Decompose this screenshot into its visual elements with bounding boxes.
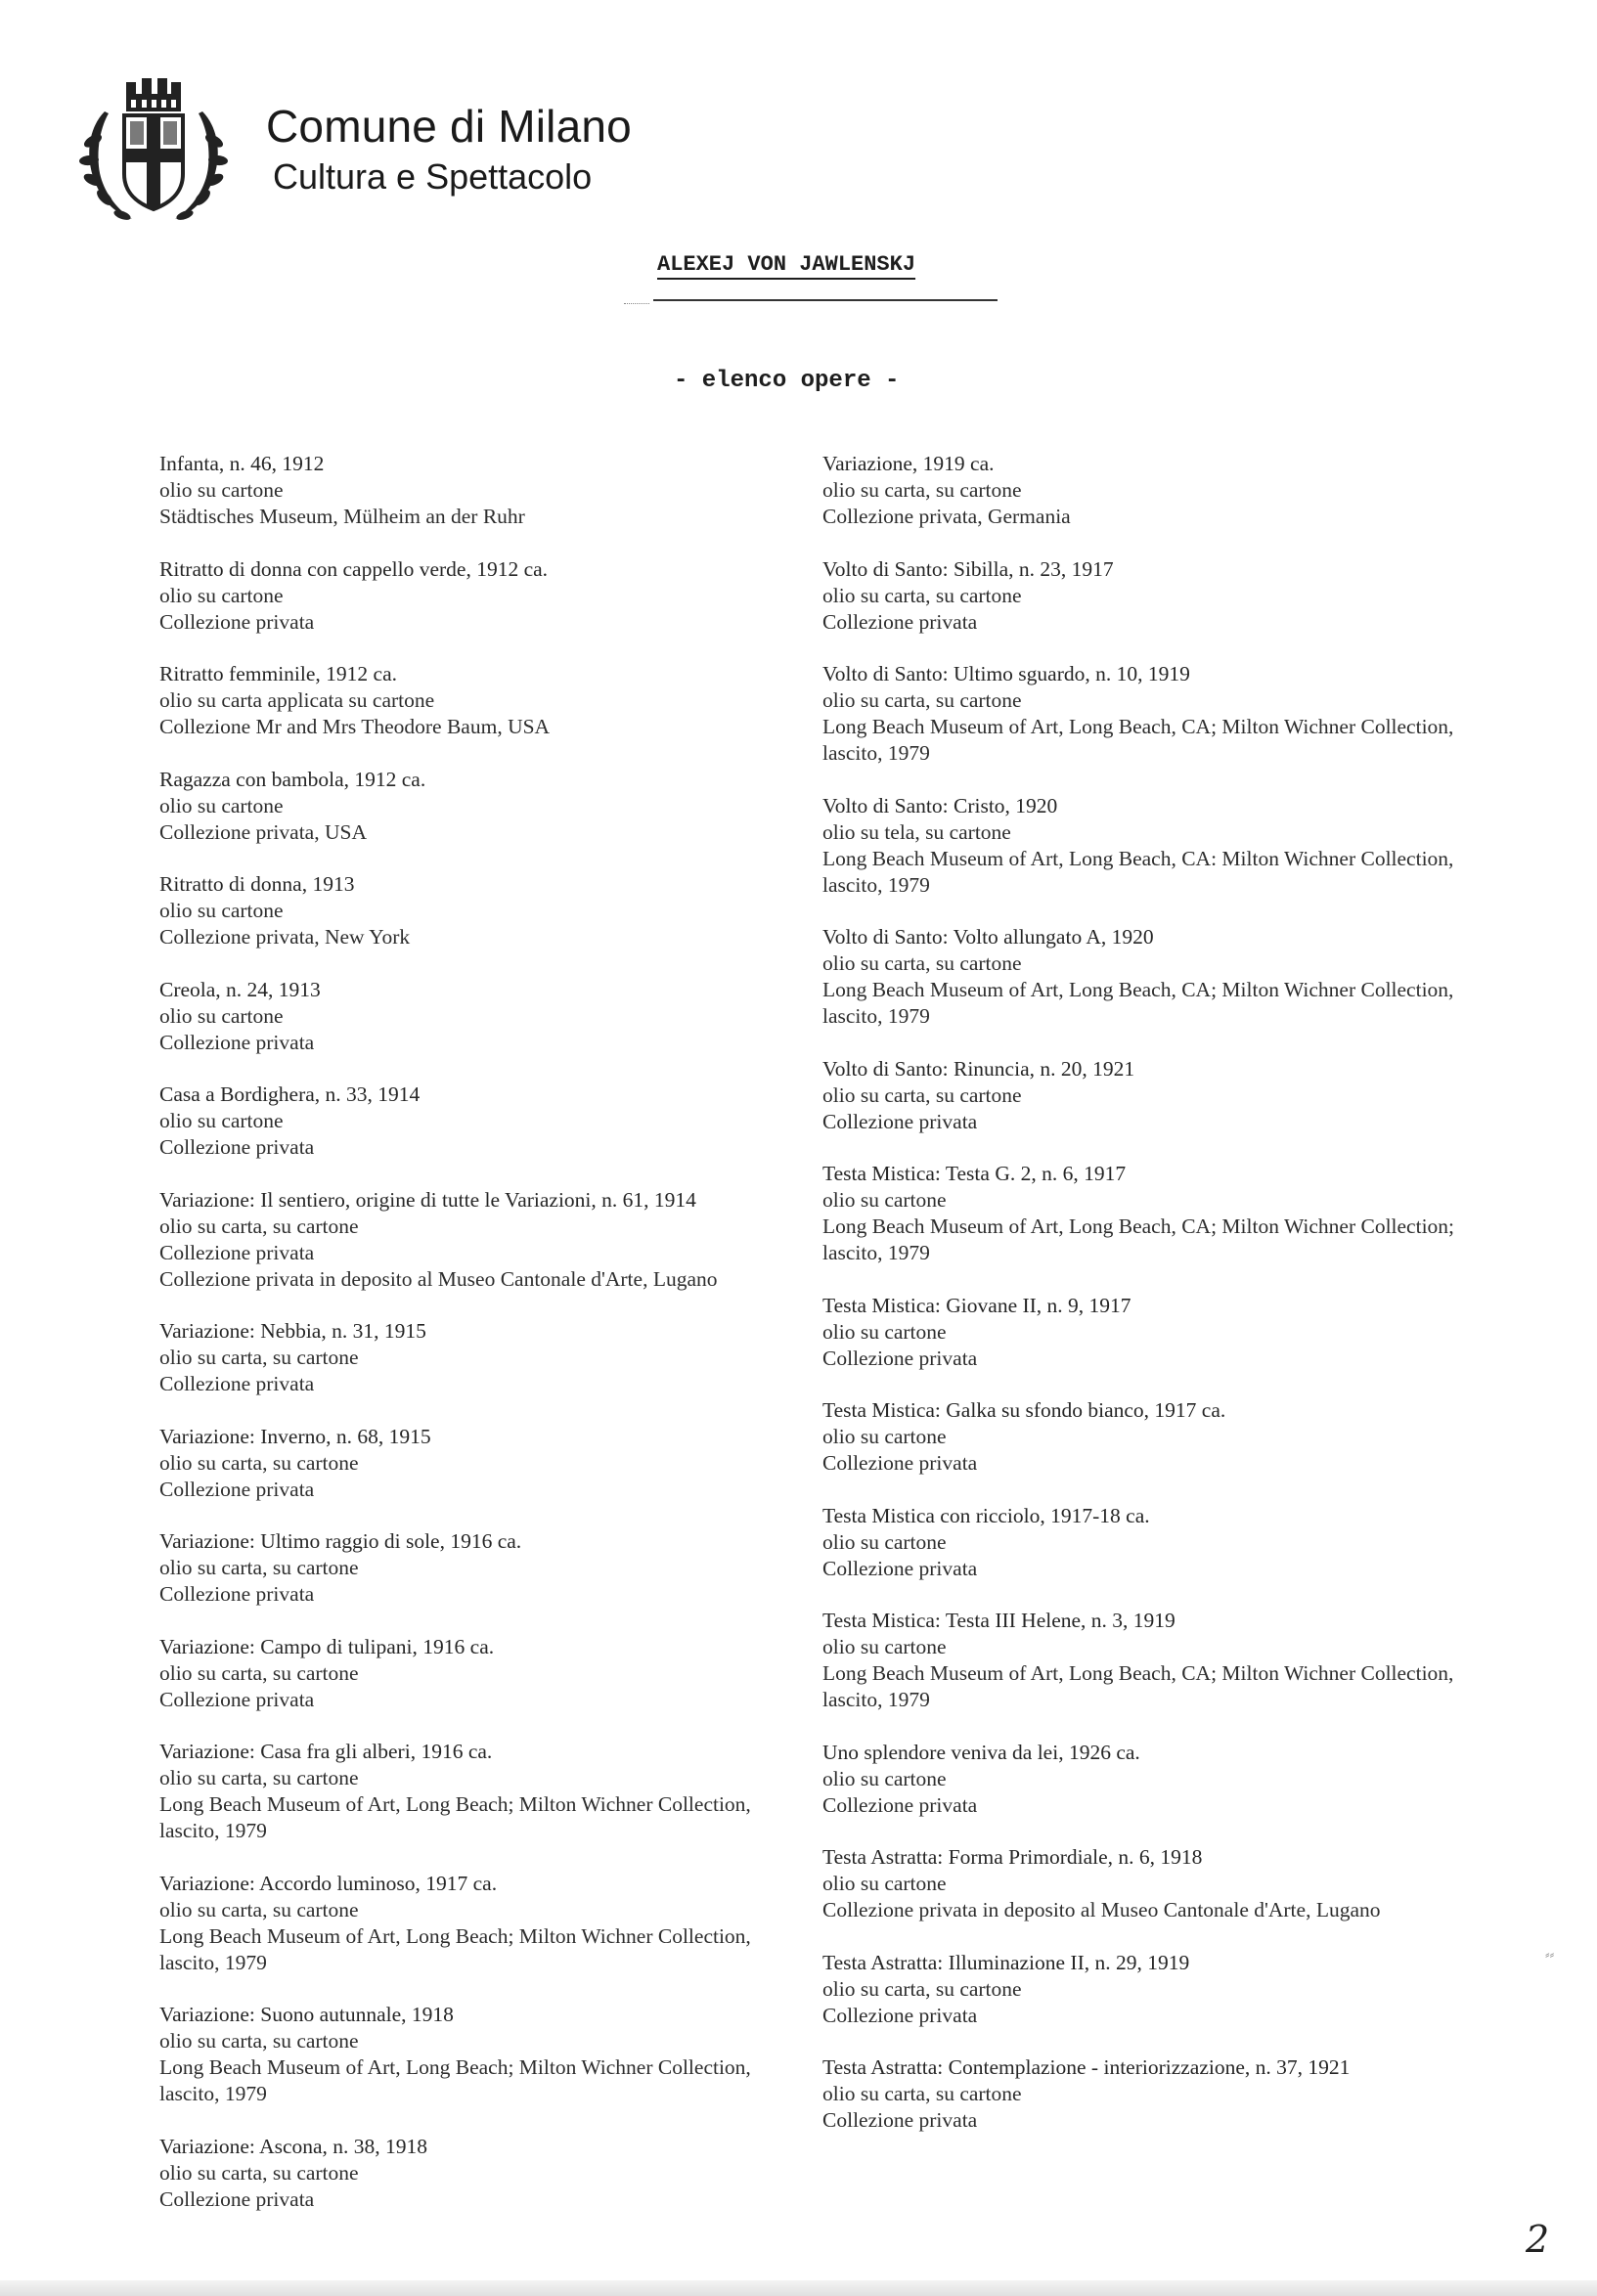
artwork-collection: Collezione privata [822,2108,978,2132]
artwork-entry [822,924,1517,1030]
artwork-entry [159,1528,785,1608]
artwork-title: Variazione: Nebbia, n. 31, 1915 [159,1319,426,1343]
artwork-title: Variazione: Il sentiero, origine di tutte le Variazioni, n. 61, 1914 [159,1187,696,1212]
artwork-entry [159,871,785,950]
artwork-medium: olio su carta, su cartone [822,1082,1022,1107]
artwork-medium: olio su cartone [822,1766,947,1790]
artwork-collection: Collezione privata in deposito al Museo Cantonale d'Arte, Lugano [159,1266,718,1291]
artwork-medium: olio su cartone [822,1188,947,1212]
artwork-entry [159,1187,785,1293]
artwork-medium: olio su cartone [159,1003,284,1028]
artwork-medium: olio su carta, su cartone [159,1556,359,1579]
artwork-title: Variazione: Inverno, n. 68, 1915 [159,1424,431,1448]
artwork-collection: Collezione privata [159,1240,315,1264]
artwork-collection: Collezione privata [159,1030,315,1054]
artwork-collection: Collezione privata [822,1451,978,1475]
artwork-title: Variazione: Ascona, n. 38, 1918 [159,2134,428,2158]
artwork-medium: olio su carta, su cartone [159,1766,359,1789]
artwork-medium: olio su cartone [159,1109,284,1132]
artwork-entry [822,1608,1517,1713]
artwork-title: Ragazza con bambola, 1912 ca. [159,767,426,791]
artwork-entry [822,451,1517,530]
artwork-medium: olio su carta, su cartone [822,478,1022,502]
title-divider [653,299,998,301]
works-list-left-column [159,451,785,2238]
artwork-entry [822,1056,1517,1135]
artwork-collection: Collezione privata, USA [159,819,367,844]
artwork-entry [822,1503,1517,1582]
artwork-medium: olio su cartone [159,478,284,502]
artwork-collection: Collezione privata [159,2186,315,2211]
artwork-title: Testa Astratta: Forma Primordiale, n. 6, 1918 [822,1845,1203,1869]
artwork-collection: Collezione privata [159,1477,315,1501]
scan-bottom-edge [0,2280,1597,2296]
artwork-entry [822,1844,1517,1923]
artwork-entry [822,1740,1517,1819]
milan-coat-of-arms-icon [74,72,233,229]
artwork-title: Volto di Santo: Rinuncia, n. 20, 1921 [822,1056,1135,1081]
artwork-entry [159,977,785,1056]
artwork-medium: olio su cartone [159,793,284,817]
artwork-medium: olio su carta, su cartone [159,1660,359,1685]
artwork-title: Volto di Santo: Sibilla, n. 23, 1917 [822,556,1114,581]
artwork-medium: olio su carta, su cartone [822,1976,1022,2001]
artwork-entry [822,661,1517,767]
artwork-entry [159,1871,785,1976]
artwork-medium: olio su cartone [822,1529,947,1554]
artwork-medium: olio su carta, su cartone [159,1897,359,1921]
artwork-title: Testa Astratta: Contemplazione - interiorizzazione, n. 37, 1921 [822,2055,1351,2079]
artwork-title: Volto di Santo: Volto allungato A, 1920 [822,925,1154,949]
artwork-medium: olio su cartone [822,1425,947,1448]
artwork-entry [159,1318,785,1397]
artwork-medium: olio su tela, su cartone [822,819,1011,844]
artwork-collection: Long Beach Museum of Art, Long Beach, CA: Milton Wichner Collection, lascito, 1979 [822,846,1454,897]
artwork-medium: olio su carta, su cartone [159,2029,359,2053]
document-title: ALEXEJ VON JAWLENSKJ [657,252,916,277]
artwork-medium: olio su cartone [822,1635,947,1658]
artwork-collection: Long Beach Museum of Art, Long Beach; Milton Wichner Collection, lascito, 1979 [159,2055,751,2105]
artwork-entry [822,1950,1517,2029]
org-department: Cultura e Spettacolo [273,156,593,197]
artwork-collection: Städtisches Museum, Mülheim an der Ruhr [159,505,525,528]
artwork-collection: Long Beach Museum of Art, Long Beach, CA; Milton Wichner Collection, lascito, 1979 [822,978,1454,1028]
artwork-title: Variazione: Casa fra gli alberi, 1916 ca. [159,1740,493,1763]
margin-mark: ⸗⸗ [1545,1948,1555,1963]
artwork-title: Uno splendore veniva da lei, 1926 ca. [822,1740,1140,1764]
artwork-entry [159,1634,785,1713]
artwork-title: Creola, n. 24, 1913 [159,977,321,1001]
artwork-title: Variazione: Ultimo raggio di sole, 1916 ca. [159,1529,522,1553]
artwork-title: Testa Mistica: Galka su sfondo bianco, 1917 ca. [822,1398,1226,1422]
artwork-entry [822,2054,1517,2134]
artwork-medium: olio su carta, su cartone [159,1346,359,1369]
artwork-collection: Collezione privata [159,609,315,634]
artwork-collection: Collezione privata in deposito al Museo Cantonale d'Arte, Lugano [822,1898,1381,1921]
artwork-collection: Long Beach Museum of Art, Long Beach; Milton Wichner Collection, lascito, 1979 [159,1792,751,1842]
artwork-title: Ritratto femminile, 1912 ca. [159,662,398,685]
document-subtitle: - elenco opere - [674,368,900,394]
artwork-collection: Collezione privata [822,1109,978,1133]
artwork-medium: olio su carta, su cartone [822,688,1022,712]
artwork-collection: Collezione privata [159,1582,315,1606]
artwork-collection: Long Beach Museum of Art, Long Beach; Milton Wichner Collection, lascito, 1979 [159,1923,751,1974]
artwork-entry [159,451,785,530]
artwork-entry [159,661,785,740]
artwork-collection: Collezione privata [822,2003,978,2027]
artwork-title: Testa Mistica: Testa G. 2, n. 6, 1917 [822,1162,1127,1185]
artwork-title: Ritratto di donna con cappello verde, 1912 ca. [159,556,549,581]
artwork-collection: Collezione privata, Germania [822,505,1071,528]
artwork-collection: Collezione privata [159,1372,315,1395]
artwork-title: Testa Mistica con ricciolo, 1917-18 ca. [822,1503,1150,1527]
artwork-medium: olio su carta, su cartone [159,1214,359,1238]
artwork-title: Testa Astratta: Illuminazione II, n. 29, 1919 [822,1950,1190,1974]
artwork-entry [159,1739,785,1844]
artwork-collection: Collezione privata [159,1687,315,1711]
artwork-collection: Collezione privata [822,609,978,634]
artwork-collection: Collezione privata, New York [159,925,411,949]
artwork-entry [822,1293,1517,1372]
artwork-entry [159,556,785,636]
artwork-entry [159,2002,785,2107]
artwork-entry [822,556,1517,636]
artwork-title: Variazione: Accordo luminoso, 1917 ca. [159,1871,498,1895]
artwork-title: Casa a Bordighera, n. 33, 1914 [159,1082,421,1106]
artwork-title: Volto di Santo: Ultimo sguardo, n. 10, 1919 [822,662,1190,685]
artwork-entry [822,793,1517,899]
artwork-medium: olio su cartone [159,583,284,607]
artwork-medium: olio su carta, su cartone [159,1450,359,1475]
title-divider-stub [624,303,649,304]
artwork-medium: olio su cartone [822,1319,947,1344]
artwork-collection: Collezione privata [822,1346,978,1370]
artwork-collection: Collezione privata [822,1556,978,1580]
artwork-medium: olio su carta, su cartone [822,583,1022,607]
artwork-medium: olio su cartone [159,899,284,922]
artwork-entry [159,1082,785,1161]
artwork-title: Variazione: Suono autunnale, 1918 [159,2003,454,2026]
artwork-collection: Long Beach Museum of Art, Long Beach, CA; Milton Wichner Collection, lascito, 1979 [822,1661,1454,1711]
artwork-entry [159,2134,785,2213]
artwork-collection: Long Beach Museum of Art, Long Beach, CA; Milton Wichner Collection; lascito, 1979 [822,1214,1455,1264]
page-number: 2 [1526,2218,1550,2261]
artwork-title: Volto di Santo: Cristo, 1920 [822,793,1058,817]
artwork-title: Testa Mistica: Testa III Helene, n. 3, 1919 [822,1609,1176,1632]
artwork-title: Variazione: Campo di tulipani, 1916 ca. [159,1634,495,1658]
artwork-title: Ritratto di donna, 1913 [159,872,355,896]
artwork-medium: olio su carta, su cartone [822,951,1022,975]
artwork-collection: Collezione Mr and Mrs Theodore Baum, USA [159,715,551,738]
artwork-entry [822,1397,1517,1477]
artwork-title: Testa Mistica: Giovane II, n. 9, 1917 [822,1293,1131,1317]
artwork-collection: Collezione privata [159,1135,315,1159]
artwork-medium: olio su carta, su cartone [159,2160,359,2185]
artwork-medium: olio su carta applicata su cartone [159,688,435,712]
artwork-title: Infanta, n. 46, 1912 [159,452,325,475]
artwork-entry [159,1424,785,1503]
works-list-right-column [822,451,1517,2160]
artwork-title: Variazione, 1919 ca. [822,452,995,475]
artwork-medium: olio su cartone [822,1872,947,1895]
artwork-entry [822,1161,1517,1266]
org-name: Comune di Milano [266,101,632,152]
artwork-medium: olio su carta, su cartone [822,2082,1022,2105]
artwork-entry [159,767,785,846]
artwork-collection: Long Beach Museum of Art, Long Beach, CA; Milton Wichner Collection, lascito, 1979 [822,715,1454,765]
artwork-collection: Collezione privata [822,1792,978,1817]
